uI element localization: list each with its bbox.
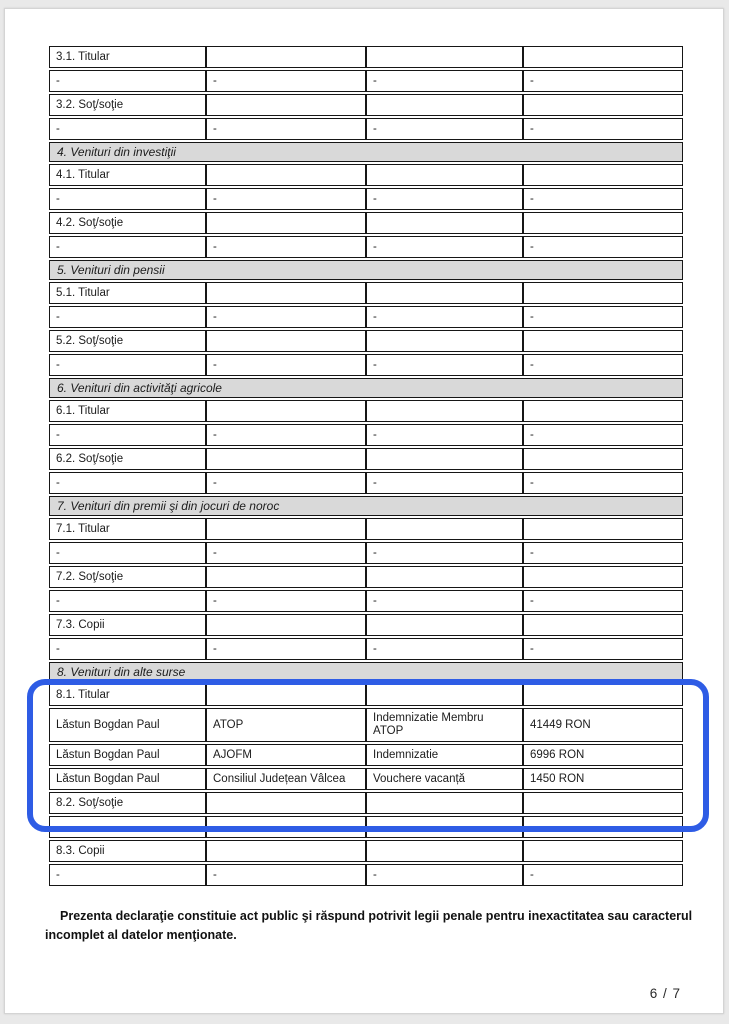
table-cell: - (523, 236, 683, 258)
table-cell: - (366, 542, 523, 564)
table-cell: - (523, 472, 683, 494)
table-cell (206, 400, 366, 422)
table-cell: - (523, 816, 683, 838)
table-row (49, 164, 683, 186)
table-cell (366, 566, 523, 588)
page-content (5, 9, 723, 1013)
table-row (49, 590, 683, 612)
table-cell: 5.2. Soţ/soţie (49, 330, 206, 352)
table-cell: - (523, 638, 683, 660)
table-row (49, 684, 683, 706)
declaration-note: Prezenta declaraţie constituie act public şi răspund potrivit legii penale pentru inexactitatea sau caracterul incomplet al datelor menţionate. (45, 909, 693, 942)
table-row (49, 744, 683, 766)
table-cell: 7.2. Soţ/soţie (49, 566, 206, 588)
table-row (49, 70, 683, 92)
table-cell: - (206, 816, 366, 838)
section-header-cell: 6. Venituri din activităţi agricole (49, 378, 683, 398)
document-page (4, 8, 724, 1014)
table-cell (366, 400, 523, 422)
table-cell: Indemnizatie Membru ATOP (366, 708, 523, 742)
table-row (49, 566, 683, 588)
table-cell (366, 614, 523, 636)
income-table-body (49, 46, 683, 886)
table-cell: - (206, 354, 366, 376)
table-cell (523, 330, 683, 352)
table-cell: Consiliul Județean Vâlcea (206, 768, 366, 790)
table-cell: - (49, 542, 206, 564)
table-row (49, 306, 683, 328)
table-row (49, 840, 683, 862)
table-cell (206, 566, 366, 588)
table-cell (523, 400, 683, 422)
table-row (49, 472, 683, 494)
table-cell: - (523, 188, 683, 210)
table-cell (366, 330, 523, 352)
table-row (49, 188, 683, 210)
table-cell: - (49, 424, 206, 446)
table-row (49, 118, 683, 140)
table-cell: - (49, 638, 206, 660)
table-cell: - (49, 306, 206, 328)
table-cell (206, 840, 366, 862)
table-cell (523, 448, 683, 470)
table-cell: - (206, 236, 366, 258)
table-cell: - (366, 424, 523, 446)
table-cell (523, 566, 683, 588)
table-row (49, 94, 683, 116)
table-cell: - (206, 638, 366, 660)
table-cell (523, 684, 683, 706)
table-cell: 7.1. Titular (49, 518, 206, 540)
table-row (49, 330, 683, 352)
table-cell: - (366, 118, 523, 140)
table-row (49, 46, 683, 68)
table-cell: - (206, 118, 366, 140)
section-header-cell: 8. Venituri din alte surse (49, 662, 683, 682)
table-cell: - (366, 864, 523, 886)
table-row (49, 542, 683, 564)
table-cell: - (206, 542, 366, 564)
table-cell: - (49, 118, 206, 140)
table-cell: - (366, 70, 523, 92)
table-cell: Lăstun Bogdan Paul (49, 744, 206, 766)
table-cell: 8.1. Titular (49, 684, 206, 706)
table-row (49, 768, 683, 790)
table-row (49, 708, 683, 742)
table-cell: 8.3. Copii (49, 840, 206, 862)
table-cell: - (523, 864, 683, 886)
table-cell: - (49, 864, 206, 886)
table-cell: - (49, 472, 206, 494)
table-cell (206, 94, 366, 116)
table-cell: - (206, 188, 366, 210)
table-cell: - (366, 590, 523, 612)
table-row (49, 378, 683, 398)
table-cell: - (49, 188, 206, 210)
table-cell (206, 684, 366, 706)
table-cell: - (206, 424, 366, 446)
table-cell: 4.1. Titular (49, 164, 206, 186)
table-row (49, 236, 683, 258)
table-cell (366, 94, 523, 116)
table-cell (523, 840, 683, 862)
table-row (49, 638, 683, 660)
table-cell: - (366, 638, 523, 660)
table-row (49, 354, 683, 376)
table-cell (366, 164, 523, 186)
table-row (49, 614, 683, 636)
table-cell (366, 840, 523, 862)
income-table (49, 44, 683, 888)
table-cell: Vouchere vacanță (366, 768, 523, 790)
table-cell (366, 448, 523, 470)
table-cell: - (366, 236, 523, 258)
table-cell (523, 282, 683, 304)
table-cell: - (206, 306, 366, 328)
table-cell (523, 614, 683, 636)
table-row (49, 864, 683, 886)
table-cell (206, 212, 366, 234)
table-cell: 8.2. Soţ/soţie (49, 792, 206, 814)
table-cell (523, 94, 683, 116)
table-row (49, 282, 683, 304)
table-cell (206, 614, 366, 636)
table-cell: 7.3. Copii (49, 614, 206, 636)
table-cell (206, 448, 366, 470)
table-cell: 6996 RON (523, 744, 683, 766)
table-cell: 1450 RON (523, 768, 683, 790)
table-cell: - (523, 354, 683, 376)
table-row (49, 424, 683, 446)
table-cell (206, 46, 366, 68)
table-cell: - (366, 472, 523, 494)
table-cell: - (206, 472, 366, 494)
table-cell: Indemnizatie (366, 744, 523, 766)
table-cell (523, 792, 683, 814)
table-cell (206, 164, 366, 186)
table-cell: 4.2. Soţ/soţie (49, 212, 206, 234)
table-cell: - (49, 70, 206, 92)
section-header-cell: 5. Venituri din pensii (49, 260, 683, 280)
table-cell: - (366, 354, 523, 376)
table-cell: - (523, 70, 683, 92)
table-row (49, 496, 683, 516)
table-cell (206, 330, 366, 352)
table-row (49, 792, 683, 814)
table-cell (366, 792, 523, 814)
table-row (49, 816, 683, 838)
table-cell: - (523, 590, 683, 612)
table-row (49, 142, 683, 162)
table-cell (206, 792, 366, 814)
table-cell (523, 212, 683, 234)
table-cell (366, 46, 523, 68)
table-row (49, 518, 683, 540)
table-cell: 5.1. Titular (49, 282, 206, 304)
table-cell: 3.1. Titular (49, 46, 206, 68)
table-cell (366, 212, 523, 234)
table-row (49, 448, 683, 470)
table-cell: - (206, 590, 366, 612)
table-cell (206, 282, 366, 304)
page-number: 6 / 7 (649, 986, 681, 1001)
table-cell: - (49, 236, 206, 258)
table-cell: - (523, 542, 683, 564)
table-cell (366, 684, 523, 706)
table-cell: - (523, 118, 683, 140)
table-cell: - (366, 306, 523, 328)
table-cell: - (523, 306, 683, 328)
table-cell: 41449 RON (523, 708, 683, 742)
table-row (49, 662, 683, 682)
table-row (49, 212, 683, 234)
table-cell: - (206, 70, 366, 92)
table-cell: - (49, 590, 206, 612)
section-header-cell: 7. Venituri din premii şi din jocuri de noroc (49, 496, 683, 516)
table-cell (366, 282, 523, 304)
table-cell (523, 164, 683, 186)
table-cell (206, 518, 366, 540)
table-cell: - (49, 354, 206, 376)
table-cell: AJOFM (206, 744, 366, 766)
table-cell: - (206, 864, 366, 886)
table-cell: ATOP (206, 708, 366, 742)
section-header-cell: 4. Venituri din investiţii (49, 142, 683, 162)
table-cell: Lăstun Bogdan Paul (49, 768, 206, 790)
table-cell (366, 518, 523, 540)
table-cell (523, 46, 683, 68)
table-cell: - (366, 816, 523, 838)
table-cell: - (49, 816, 206, 838)
table-cell (523, 518, 683, 540)
table-cell: 6.2. Soţ/soţie (49, 448, 206, 470)
table-cell: - (366, 188, 523, 210)
table-row (49, 400, 683, 422)
table-cell: 3.2. Soţ/soţie (49, 94, 206, 116)
table-cell: Lăstun Bogdan Paul (49, 708, 206, 742)
table-cell: - (523, 424, 683, 446)
table-cell: 6.1. Titular (49, 400, 206, 422)
table-row (49, 260, 683, 280)
